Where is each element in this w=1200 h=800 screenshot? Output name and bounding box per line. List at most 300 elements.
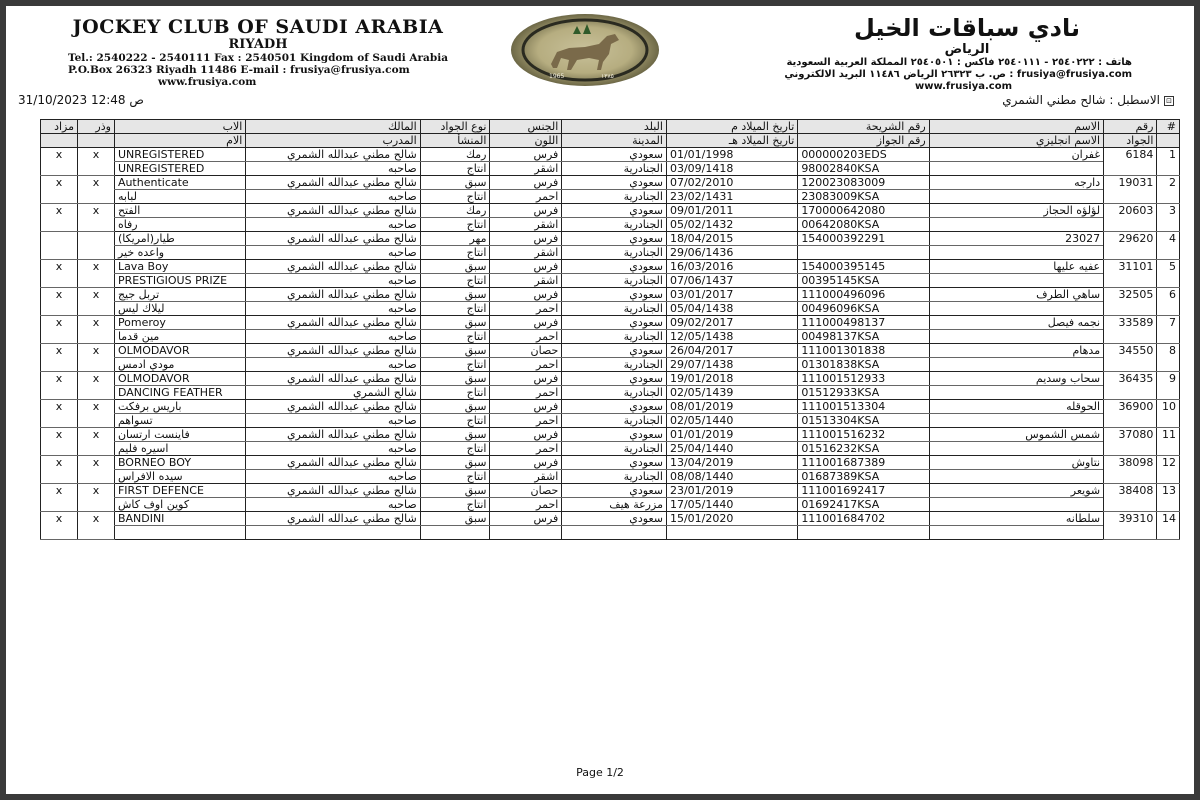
birth-date-hijri: 05/02/1432: [666, 218, 797, 232]
country: سعودي: [562, 512, 667, 526]
sex: فرس: [490, 456, 562, 470]
w-flag: [78, 232, 115, 260]
color: احمر: [490, 386, 562, 400]
trainer: صاحبه: [246, 246, 420, 260]
horse-type: رمك: [420, 148, 490, 162]
city: [562, 526, 667, 540]
horse-name: سحاب وسديم: [929, 372, 1103, 386]
row-number: 9: [1157, 372, 1180, 400]
auction-flag: x: [41, 428, 78, 456]
horse-name: ساهي الطرف: [929, 288, 1103, 302]
table-row: [41, 512, 1180, 526]
trainer: صاحبه: [246, 470, 420, 484]
column-header-sub: تاريخ الميلاد هـ: [666, 134, 797, 148]
contact-line-1-ar: هاتف : ٢٥٤٠٢٢٢ - ٢٥٤٠١١١ فاكس : ٢٥٤٠٥٠١ المملكة العربية السعودية: [786, 57, 1132, 68]
owner: شالح مطني عبدالله الشمري: [246, 456, 420, 470]
sex: فرس: [490, 232, 562, 246]
row-number: 5: [1157, 260, 1180, 288]
auction-flag: x: [41, 372, 78, 400]
owner: شالح مطني عبدالله الشمري: [246, 176, 420, 190]
column-header-sub: المدرب: [246, 134, 420, 148]
trainer: صاحبه: [246, 498, 420, 512]
sire: BORNEO BOY: [114, 456, 245, 470]
row-number: 4: [1157, 232, 1180, 260]
city: الجنادرية: [562, 442, 667, 456]
table-row: [41, 288, 1180, 302]
row-number: 2: [1157, 176, 1180, 204]
column-header-sub: رقم الجواز: [798, 134, 929, 148]
origin: [420, 526, 490, 540]
chip-number: 154000392291: [798, 232, 929, 246]
auction-flag: x: [41, 176, 78, 204]
country: سعودي: [562, 148, 667, 162]
trainer: صاحبه: [246, 442, 420, 456]
horse-id: 34550: [1104, 344, 1157, 372]
birth-date: 07/02/2010: [666, 176, 797, 190]
row-number: 14: [1157, 512, 1180, 540]
sire: Authenticate: [114, 176, 245, 190]
sire: طيار(امريكا): [114, 232, 245, 246]
w-flag: x: [78, 372, 115, 400]
horse-id: 38098: [1104, 456, 1157, 484]
horse-name: 23027: [929, 232, 1103, 246]
dam: اسيره فليم: [114, 442, 245, 456]
english-name: [929, 246, 1103, 260]
trainer: صاحبه: [246, 274, 420, 288]
w-flag: x: [78, 484, 115, 512]
color: احمر: [490, 414, 562, 428]
sire: BANDINI: [114, 512, 245, 526]
chip-number: 111001301838: [798, 344, 929, 358]
dam: رفاه: [114, 218, 245, 232]
sex: فرس: [490, 400, 562, 414]
sire: الفتح: [114, 204, 245, 218]
table-row-sub: [41, 442, 1180, 456]
birth-date: 01/01/1998: [666, 148, 797, 162]
passport-number: 01513304KSA: [798, 414, 929, 428]
dam: مودي ادمس: [114, 358, 245, 372]
column-header: المالك: [246, 120, 420, 134]
column-header: البلد: [562, 120, 667, 134]
checkbox-icon: ⊡: [1164, 96, 1174, 106]
origin: انتاج: [420, 414, 490, 428]
birth-date: 09/02/2017: [666, 316, 797, 330]
stable-label: [1002, 93, 1174, 107]
country: سعودي: [562, 484, 667, 498]
city: الجنادرية: [562, 218, 667, 232]
trainer: صاحبه: [246, 414, 420, 428]
country: سعودي: [562, 232, 667, 246]
horse-id: 6184: [1104, 148, 1157, 176]
chip-number: 111000496096: [798, 288, 929, 302]
horse-id: 20603: [1104, 204, 1157, 232]
column-header-sub: اللون: [490, 134, 562, 148]
table-row: [41, 176, 1180, 190]
table-row-sub: [41, 386, 1180, 400]
horse-id: 38408: [1104, 484, 1157, 512]
owner: شالح مطني عبدالله الشمري: [246, 484, 420, 498]
color: احمر: [490, 498, 562, 512]
club-city-ar: الرياض: [944, 42, 990, 57]
horse-id: 31101: [1104, 260, 1157, 288]
website-en: www.frusiya.com: [158, 76, 257, 88]
birth-date-hijri: 05/04/1438: [666, 302, 797, 316]
horse-id: 36900: [1104, 400, 1157, 428]
birth-date: 16/03/2016: [666, 260, 797, 274]
birth-date: 23/01/2019: [666, 484, 797, 498]
column-header-sub: المنشأ: [420, 134, 490, 148]
english-name: [929, 470, 1103, 484]
birth-date: 03/01/2017: [666, 288, 797, 302]
owner: شالح مطني عبدالله الشمري: [246, 288, 420, 302]
auction-flag: x: [41, 344, 78, 372]
column-header: تاريخ الميلاد م: [666, 120, 797, 134]
color: [490, 526, 562, 540]
english-name: [929, 526, 1103, 540]
city: الجنادرية: [562, 302, 667, 316]
logo-year-left: 1965: [549, 73, 565, 80]
table-row: [41, 148, 1180, 162]
dam: مين قدما: [114, 330, 245, 344]
country: سعودي: [562, 428, 667, 442]
trainer: صاحبه: [246, 190, 420, 204]
table-row-sub: [41, 498, 1180, 512]
header-row-1: [41, 120, 1180, 134]
sex: فرس: [490, 260, 562, 274]
city: الجنادرية: [562, 386, 667, 400]
sex: فرس: [490, 204, 562, 218]
birth-date-hijri: 07/06/1437: [666, 274, 797, 288]
birth-date: 18/04/2015: [666, 232, 797, 246]
sex: فرس: [490, 288, 562, 302]
sire: OLMODAVOR: [114, 372, 245, 386]
city: الجنادرية: [562, 246, 667, 260]
horse-type: سبق: [420, 372, 490, 386]
owner: شالح مطني عبدالله الشمري: [246, 372, 420, 386]
horse-id: 37080: [1104, 428, 1157, 456]
country: سعودي: [562, 456, 667, 470]
chip-number: 111001513304: [798, 400, 929, 414]
passport-number: 98002840KSA: [798, 162, 929, 176]
row-number: 7: [1157, 316, 1180, 344]
horse-name: نتاوش: [929, 456, 1103, 470]
birth-date-hijri: 25/04/1440: [666, 442, 797, 456]
country: سعودي: [562, 316, 667, 330]
country: سعودي: [562, 288, 667, 302]
english-name: [929, 274, 1103, 288]
trainer: صاحبه: [246, 162, 420, 176]
column-header: وذر: [78, 120, 115, 134]
table-row: [41, 484, 1180, 498]
table-row-sub: [41, 470, 1180, 484]
w-flag: x: [78, 400, 115, 428]
sire: فاينست ارتسان: [114, 428, 245, 442]
city: مزرعة هيف: [562, 498, 667, 512]
club-title-ar: نادي سباقات الخيل: [853, 14, 1081, 42]
table-row-sub: [41, 246, 1180, 260]
english-name: [929, 498, 1103, 512]
horse-id: 19031: [1104, 176, 1157, 204]
country: سعودي: [562, 344, 667, 358]
owner: شالح مطني عبدالله الشمري: [246, 428, 420, 442]
report-datetime: 31/10/2023 12:48 ص: [18, 93, 144, 107]
horse-type: رمك: [420, 204, 490, 218]
trainer: شالح الشمري: [246, 386, 420, 400]
horse-name: شويعر: [929, 484, 1103, 498]
header-english: [68, 16, 468, 88]
origin: انتاج: [420, 498, 490, 512]
birth-date-hijri: 02/05/1439: [666, 386, 797, 400]
auction-flag: x: [41, 204, 78, 232]
owner: شالح مطني عبدالله الشمري: [246, 232, 420, 246]
dam: UNREGISTERED: [114, 162, 245, 176]
contact-line-1-en: Tel.: 2540222 - 2540111 Fax : 2540501 Kingdom of Saudi Arabia: [68, 52, 448, 64]
auction-flag: x: [41, 148, 78, 176]
sex: فرس: [490, 428, 562, 442]
chip-number: 111001692417: [798, 484, 929, 498]
city: الجنادرية: [562, 330, 667, 344]
chip-number: 111001687389: [798, 456, 929, 470]
chip-number: 111001684702: [798, 512, 929, 526]
auction-flag: x: [41, 456, 78, 484]
owner: شالح مطني عبدالله الشمري: [246, 204, 420, 218]
horse-type: سبق: [420, 484, 490, 498]
horse-type: سبق: [420, 316, 490, 330]
birth-date: 01/01/2019: [666, 428, 797, 442]
city: الجنادرية: [562, 274, 667, 288]
sire: Lava Boy: [114, 260, 245, 274]
color: احمر: [490, 330, 562, 344]
color: اشقر: [490, 246, 562, 260]
passport-number: 01301838KSA: [798, 358, 929, 372]
club-title-en: JOCKEY CLUB OF SAUDI ARABIA: [72, 16, 444, 38]
horse-emblem-icon: [511, 14, 659, 86]
english-name: [929, 162, 1103, 176]
chip-number: 170000642080: [798, 204, 929, 218]
table-row: [41, 456, 1180, 470]
passport-number: 00496096KSA: [798, 302, 929, 316]
column-header: نوع الجواد: [420, 120, 490, 134]
chip-number: 000000203EDS: [798, 148, 929, 162]
horse-name: مدهام: [929, 344, 1103, 358]
english-name: [929, 330, 1103, 344]
sex: حصان: [490, 344, 562, 358]
auction-flag: x: [41, 288, 78, 316]
english-name: [929, 442, 1103, 456]
birth-date-hijri: 02/05/1440: [666, 414, 797, 428]
horse-id: 29620: [1104, 232, 1157, 260]
english-name: [929, 218, 1103, 232]
english-name: [929, 190, 1103, 204]
logo-year-right: ١٣٨٥: [601, 73, 614, 80]
country: سعودي: [562, 372, 667, 386]
origin: انتاج: [420, 190, 490, 204]
w-flag: x: [78, 456, 115, 484]
row-number: 3: [1157, 204, 1180, 232]
auction-flag: x: [41, 260, 78, 288]
table-row-sub: [41, 526, 1180, 540]
dam: ليلاك ليس: [114, 302, 245, 316]
passport-number: 01512933KSA: [798, 386, 929, 400]
table-row: [41, 204, 1180, 218]
table-row-sub: [41, 358, 1180, 372]
horse-type: سبق: [420, 428, 490, 442]
color: احمر: [490, 358, 562, 372]
dam: سيده الافراس: [114, 470, 245, 484]
row-number: 12: [1157, 456, 1180, 484]
column-header: الاب: [114, 120, 245, 134]
w-flag: x: [78, 148, 115, 176]
horse-id: 36435: [1104, 372, 1157, 400]
passport-number: 00395145KSA: [798, 274, 929, 288]
column-header: رقم الشريحة: [798, 120, 929, 134]
horse-name: عفيه عليها: [929, 260, 1103, 274]
sire: تربل جيج: [114, 288, 245, 302]
passport-number: 01516232KSA: [798, 442, 929, 456]
table-row: [41, 372, 1180, 386]
horse-type: سبق: [420, 344, 490, 358]
table-row: [41, 428, 1180, 442]
english-name: [929, 386, 1103, 400]
trainer: صاحبه: [246, 302, 420, 316]
birth-date: 19/01/2018: [666, 372, 797, 386]
row-number: 1: [1157, 148, 1180, 176]
table-row: [41, 400, 1180, 414]
column-header-sub: المدينة: [562, 134, 667, 148]
color: احمر: [490, 302, 562, 316]
birth-date-hijri: 03/09/1418: [666, 162, 797, 176]
country: سعودي: [562, 176, 667, 190]
trainer: صاحبه: [246, 330, 420, 344]
w-flag: x: [78, 316, 115, 344]
contact-line-2-en: P.O.Box 26323 Riyadh 11486 E-mail : frusiya@frusiya.com: [68, 64, 410, 76]
origin: انتاج: [420, 162, 490, 176]
auction-flag: x: [41, 484, 78, 512]
horse-id: 33589: [1104, 316, 1157, 344]
horse-type: سبق: [420, 260, 490, 274]
origin: انتاج: [420, 246, 490, 260]
column-header: الاسم: [929, 120, 1103, 134]
row-number: 11: [1157, 428, 1180, 456]
w-flag: x: [78, 260, 115, 288]
birth-date: 15/01/2020: [666, 512, 797, 526]
w-flag: x: [78, 344, 115, 372]
owner: شالح مطني عبدالله الشمري: [246, 148, 420, 162]
horse-type: سبق: [420, 176, 490, 190]
row-number: 6: [1157, 288, 1180, 316]
table-body: [41, 148, 1180, 540]
horses-table: [40, 119, 1180, 540]
column-header: #: [1157, 120, 1180, 134]
column-header: مزاد: [41, 120, 78, 134]
dam: [114, 526, 245, 540]
table-row-sub: [41, 162, 1180, 176]
chip-number: 154000395145: [798, 260, 929, 274]
table-row-sub: [41, 330, 1180, 344]
sire: FIRST DEFENCE: [114, 484, 245, 498]
horse-name: غفران: [929, 148, 1103, 162]
horse-type: سبق: [420, 512, 490, 526]
auction-flag: x: [41, 400, 78, 428]
table-row-sub: [41, 218, 1180, 232]
passport-number: 01692417KSA: [798, 498, 929, 512]
chip-number: 111000498137: [798, 316, 929, 330]
trainer: [246, 526, 420, 540]
w-flag: x: [78, 512, 115, 540]
birth-date-hijri: 17/05/1440: [666, 498, 797, 512]
column-header-sub: الام: [114, 134, 245, 148]
table-row-sub: [41, 302, 1180, 316]
passport-number: 00498137KSA: [798, 330, 929, 344]
row-number: 13: [1157, 484, 1180, 512]
sire: باريس برفكت: [114, 400, 245, 414]
horse-name: دارجه: [929, 176, 1103, 190]
origin: انتاج: [420, 470, 490, 484]
country: سعودي: [562, 400, 667, 414]
auction-flag: x: [41, 512, 78, 540]
trainer: صاحبه: [246, 218, 420, 232]
dam: كوين اوف كاش: [114, 498, 245, 512]
table-row-sub: [41, 274, 1180, 288]
color: احمر: [490, 190, 562, 204]
horse-name: سلطانه: [929, 512, 1103, 526]
header-arabic: [692, 14, 1132, 93]
dam: واعده خير: [114, 246, 245, 260]
owner: شالح مطني عبدالله الشمري: [246, 316, 420, 330]
color: اشقر: [490, 470, 562, 484]
column-header-sub: الاسم انجليزي: [929, 134, 1103, 148]
city: الجنادرية: [562, 190, 667, 204]
passport-number: 00642080KSA: [798, 218, 929, 232]
origin: انتاج: [420, 218, 490, 232]
dam: لبابه: [114, 190, 245, 204]
w-flag: x: [78, 288, 115, 316]
sire: OLMODAVOR: [114, 344, 245, 358]
club-city-en: RIYADH: [228, 37, 288, 52]
row-number: 10: [1157, 400, 1180, 428]
birth-date-hijri: 29/06/1436: [666, 246, 797, 260]
birth-date-hijri: [666, 526, 797, 540]
color: اشقر: [490, 218, 562, 232]
english-name: [929, 302, 1103, 316]
page-number: Page 1/2: [576, 766, 624, 779]
sire: Pomeroy: [114, 316, 245, 330]
auction-flag: [41, 232, 78, 260]
horse-name: نجمه فيصل: [929, 316, 1103, 330]
city: الجنادرية: [562, 414, 667, 428]
passport-number: [798, 246, 929, 260]
w-flag: x: [78, 204, 115, 232]
w-flag: x: [78, 176, 115, 204]
origin: انتاج: [420, 442, 490, 456]
horse-type: سبق: [420, 456, 490, 470]
sex: فرس: [490, 372, 562, 386]
table-row: [41, 316, 1180, 330]
chip-number: 120023083009: [798, 176, 929, 190]
dam: PRESTIGIOUS PRIZE: [114, 274, 245, 288]
column-header-sub: [78, 134, 115, 148]
horse-name: الحوقله: [929, 400, 1103, 414]
website-ar: www.frusiya.com: [915, 81, 1012, 92]
passport-number: [798, 526, 929, 540]
origin: انتاج: [420, 386, 490, 400]
origin: انتاج: [420, 358, 490, 372]
horse-id: 39310: [1104, 512, 1157, 540]
auction-flag: x: [41, 316, 78, 344]
birth-date-hijri: 12/05/1438: [666, 330, 797, 344]
color: اشقر: [490, 162, 562, 176]
chip-number: 111001512933: [798, 372, 929, 386]
